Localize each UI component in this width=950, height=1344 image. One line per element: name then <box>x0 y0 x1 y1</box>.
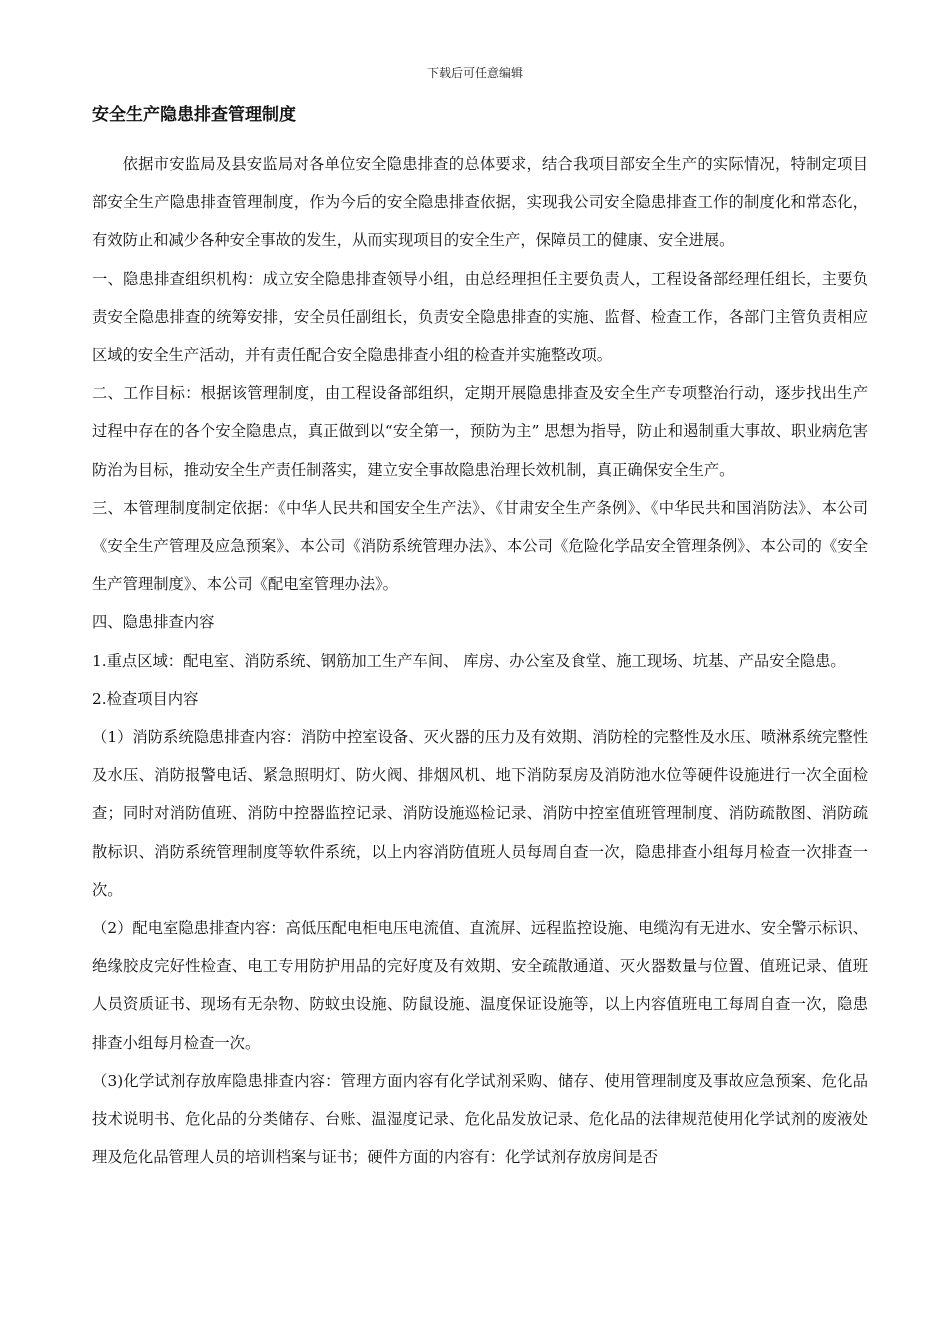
paragraph-intro: 依据市安监局及县安监局对各单位安全隐患排查的总体要求，结合我项目部安全生产的实际情况，特制定项目部安全生产隐患排查管理制度，作为今后的安全隐患排查依据，实现我公司安全隐患排查工作的制度化和常态化，有效防止和减少各种安全事故的发生，从而实现项目的安全生产，保障员工的健康、安全进展。 <box>92 155 868 250</box>
paragraph-power-room: （2）配电室隐患排查内容：高低压配电柜电压电流值、直流屏、远程监控设施、电缆沟有无进水、安全警示标识、绝缘胶皮完好性检查、电工专用防护用品的完好度及有效期、安全疏散通道、灭火器数量与位置、值班记录、值班人员资质证书、现场有无杂物、防蚊虫设施、防鼠设施、温度保证设施等，以上内容值班电工每周自查一次，隐患排查小组每月检查一次。 <box>92 919 868 1052</box>
paragraph-check-items-heading: 2.检查项目内容 <box>92 689 199 708</box>
document-body <box>92 145 868 1176</box>
paragraph-section-4-heading: 四、隐患排查内容 <box>92 613 215 632</box>
document-title: 安全生产隐患排查管理制度 <box>92 105 296 125</box>
paragraph-section-1: 一、隐患排查组织机构：成立安全隐患排查领导小组，由总经理担任主要负责人，工程设备部经理任组长，主要负责安全隐患排查的统筹安排，安全员任副组长，负责安全隐患排查的实施、监督、检查工作，各部门主管负责相应区域的安全生产活动，并有责任配合安全隐患排查小组的检查并实施整改项。 <box>92 269 868 365</box>
paragraph-chemical-storage: （3)化学试剂存放库隐患排查内容：管理方面内容有化学试剂采购、储存、使用管理制度及事故应急预案、危化品技术说明书、危化品的分类储存、台账、温湿度记录、危化品发放记录、危化品的法律规范使用化学试剂的废液处理及危化品管理人员的培训档案与证书；硬件方面的内容有：化学试剂存放房间是否 <box>92 1071 868 1167</box>
page-header-note: 下载后可任意编辑 <box>426 66 523 80</box>
paragraph-fire-system: （1）消防系统隐患排查内容：消防中控室设备、灭火器的压力及有效期、消防栓的完整性及水压、喷淋系统完整性及水压、消防报警电话、紧急照明灯、防火阀、排烟风机、地下消防泵房及消防池水位等硬件设施进行一次全面检查；同时对消防值班、消防中控器监控记录、消防设施巡检记录、消防中控室值班管理制度、消防疏散图、消防疏散标识、消防系统管理制度等软件系统，以上内容消防值班人员每周自查一次，隐患排查小组每月检查一次排查一次。 <box>92 728 868 899</box>
paragraph-key-areas: 1.重点区域：配电室、消防系统、钢筋加工生产车间、 库房、办公室及食堂、施工现场、坑基、产品安全隐患。 <box>92 651 846 670</box>
paragraph-section-2: 二、工作目标：根据该管理制度，由工程设备部组织，定期开展隐患排查及安全生产专项整治行动，逐步找出生产过程中存在的各个安全隐患点，真正做到以“安全第一，预防为主” 思想为指导，防止和遏制重大事故、职业病危害防治为目标，推动安全生产责任制落实，建立安全事故隐患治理长效机制，真正确保安全生产。 <box>92 384 868 479</box>
paragraph-section-3: 三、本管理制度制定依据：《中华人民共和国安全生产法》、《甘肃安全生产条例》、《中华民共和国消防法》、本公司《安全生产管理及应急预案》、本公司《消防系统管理办法》、本公司《危险化学品安全管理条例》、本公司的《安全生产管理制度》、本公司《配电室管理办法》。 <box>92 498 868 594</box>
